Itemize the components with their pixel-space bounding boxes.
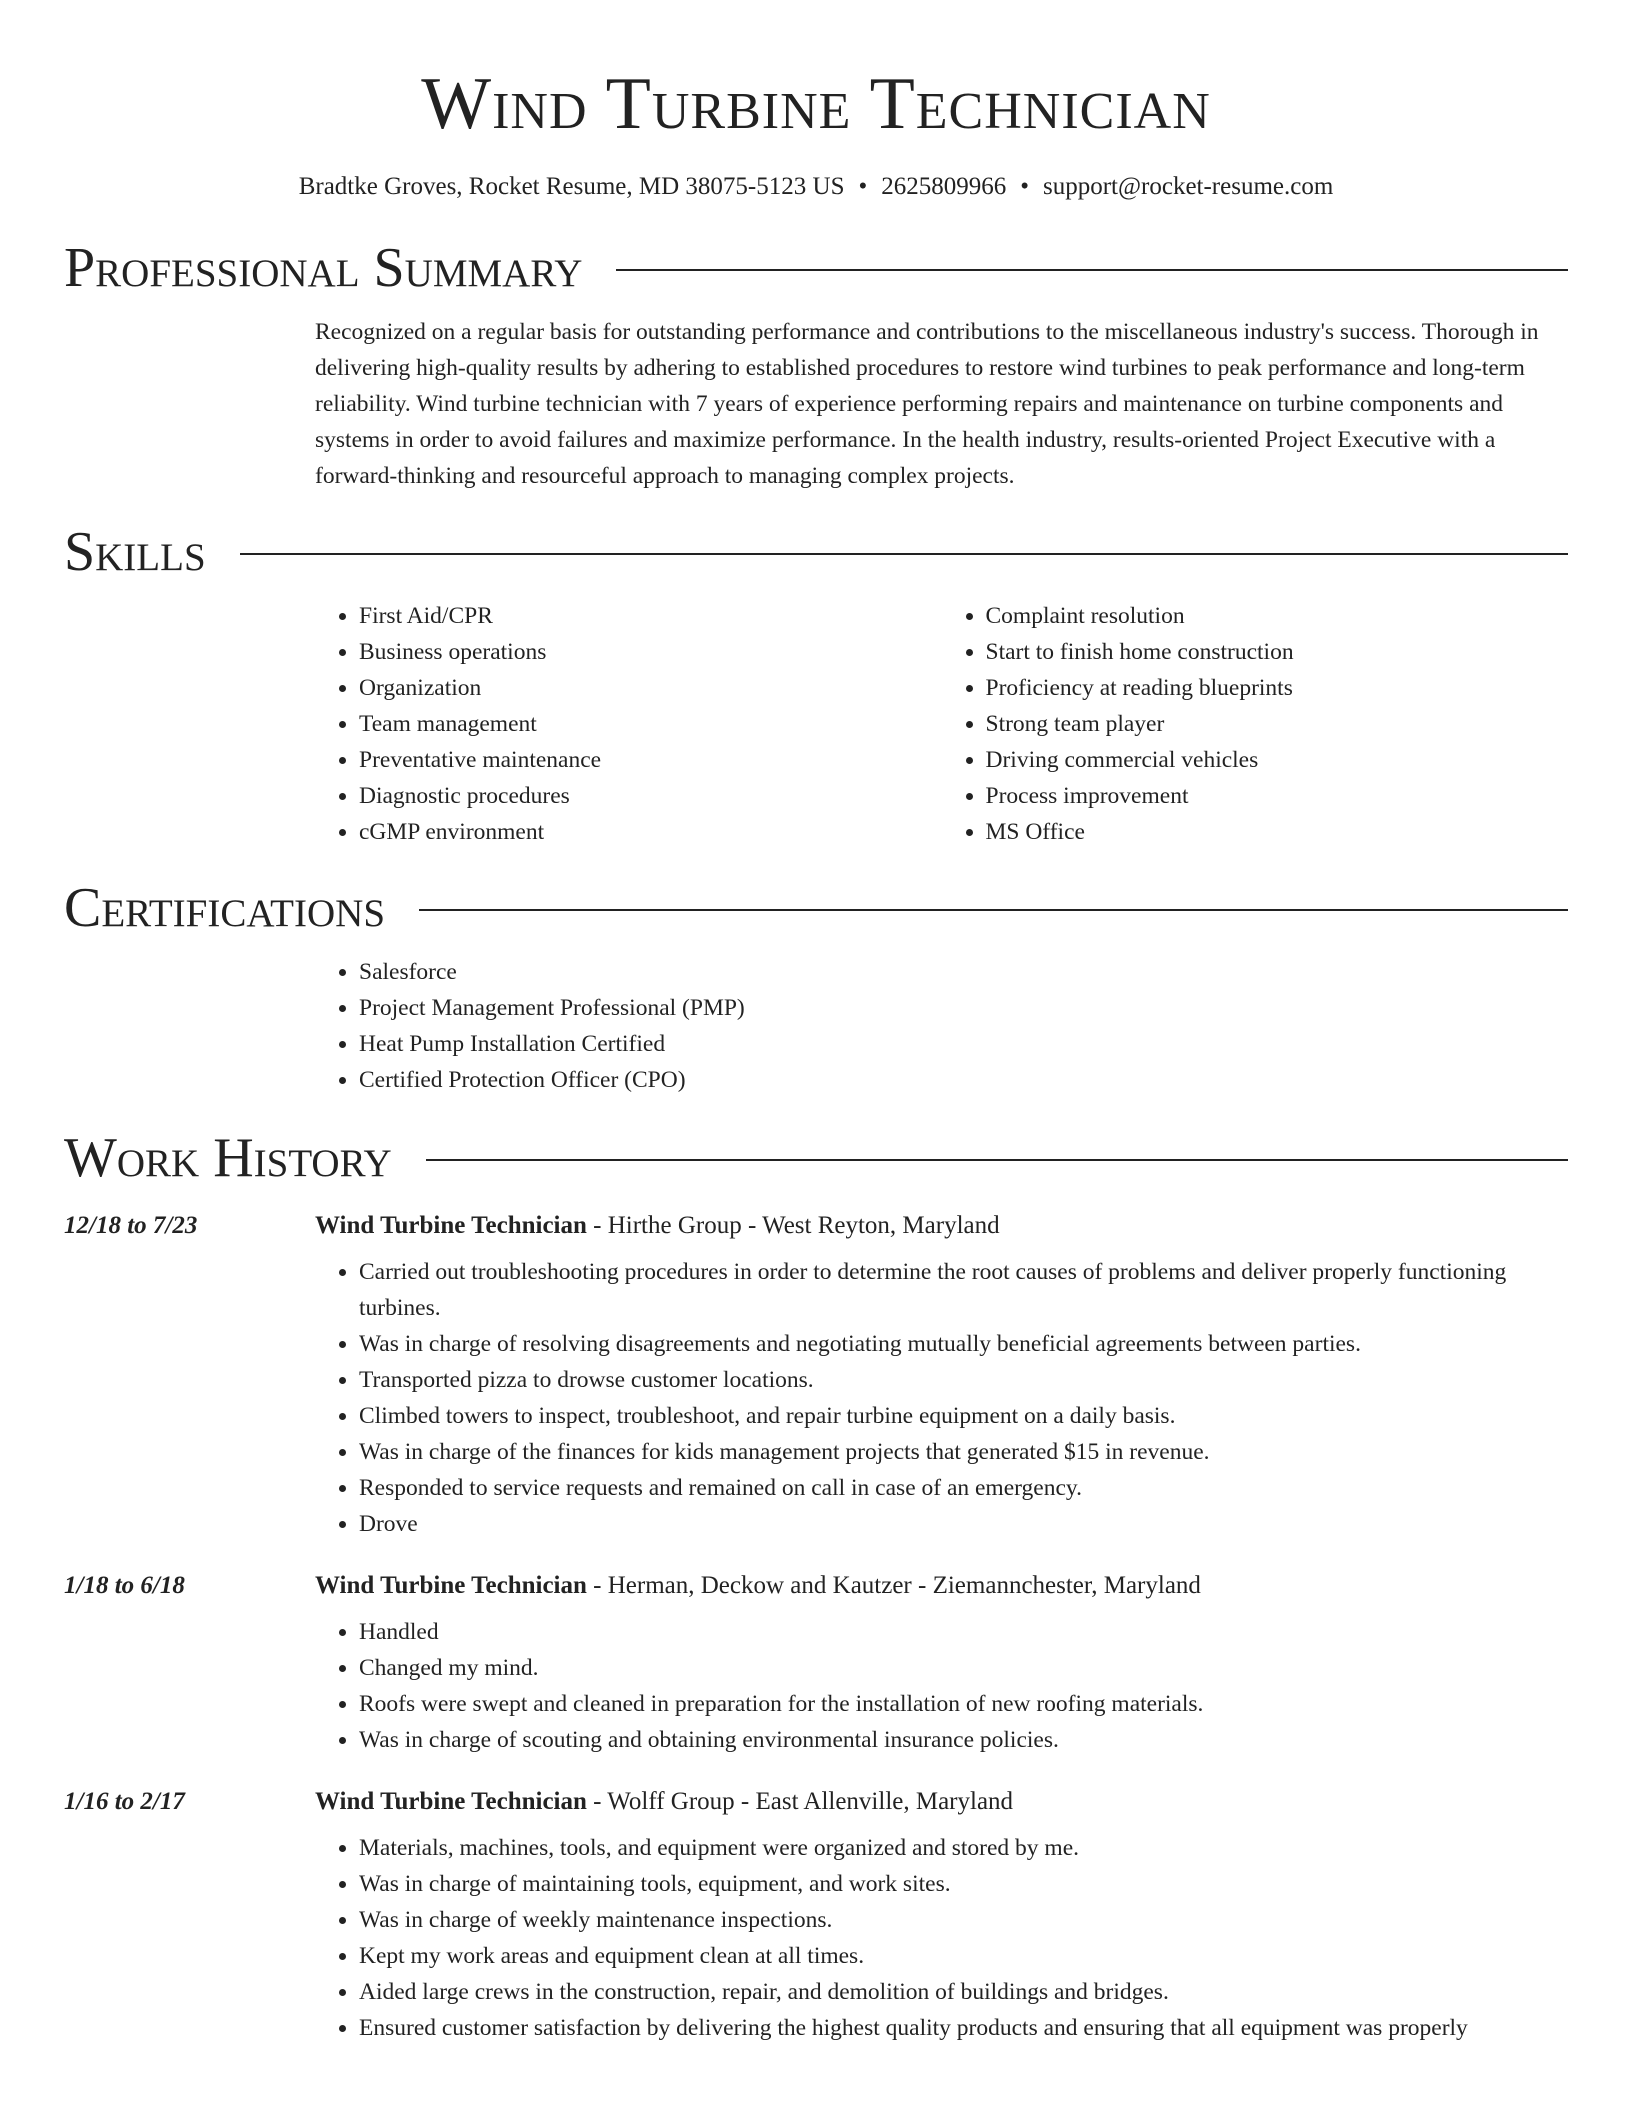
job-title: Wind Turbine Technician [315,1788,587,1815]
skills-section-header [64,520,1568,584]
work-history-section-header [64,1126,1568,1190]
job-bullet: • Kept my work areas and equipment clean at all times. [359,1938,1568,1974]
skill-item: • Strong team player [986,706,1569,742]
section-divider [240,553,1568,555]
contact-phone: 2625809966 [881,173,1007,200]
certifications-section-header [64,876,1568,940]
certification-item: • Salesforce [359,954,1568,990]
job-bullet: • Transported pizza to drowse customer locations. [359,1362,1568,1398]
skill-item: • Complaint resolution [986,598,1569,634]
certification-item: • Heat Pump Installation Certified [359,1026,1568,1062]
job-entry [64,1788,1568,2046]
job-header [64,1788,1568,1816]
contact-separator: • [1020,173,1029,200]
job-bullets [315,1614,1568,1758]
job-bullet: • Aided large crews in the construction, repair, and demolition of buildings and bridges. [359,1974,1568,2010]
contact-email: support@rocket-resume.com [1043,173,1334,200]
resume-page [64,0,1568,2046]
job-bullet: • Was in charge of weekly maintenance inspections. [359,1902,1568,1938]
certification-item: • Certified Protection Officer (CPO) [359,1062,1568,1098]
job-bullets [315,1830,1568,2046]
summary-text: Recognized on a regular basis for outstanding performance and contributions to the miscellaneous industry's success. Thorough in delivering high-quality results by adhering to established procedures to restore wind turbines to peak performance and long-term reliability. Wind turbine technician with 7 years of experience performing repairs and maintenance on turbine components and systems in order to avoid failures and maximize performance. In the health industry, results-oriented Project Executive with a forward-thinking and resourceful approach to managing complex projects. [315,319,1539,489]
job-bullet: • Materials, machines, tools, and equipment were organized and stored by me. [359,1830,1568,1866]
skill-item: • Team management [359,706,942,742]
job-header [64,1212,1568,1240]
job-bullet: • Changed my mind. [359,1650,1568,1686]
job-bullets [315,1254,1568,1542]
job-employer: - Wolff Group - East Allenville, Maryland [586,1788,1014,1815]
job-bullet: • Carried out troubleshooting procedures in order to determine the root causes of problems and deliver properly functioning turbines. [359,1254,1568,1326]
job-bullet: • Handled [359,1614,1568,1650]
job-employer: - Hirthe Group - West Reyton, Maryland [586,1212,1000,1239]
summary-heading: Professional Summary [64,237,583,299]
section-divider [616,269,1568,271]
job-bullet: • Was in charge of scouting and obtaining environmental insurance policies. [359,1722,1568,1758]
work-history-heading: Work History [64,1127,392,1189]
contact-separator: • [858,173,868,200]
skill-item: • Proficiency at reading blueprints [986,670,1569,706]
job-bullet: • Was in charge of maintaining tools, equipment, and work sites. [359,1866,1568,1902]
job-bullet: • Roofs were swept and cleaned in preparation for the installation of new roofing materials. [359,1686,1568,1722]
skill-item: • First Aid/CPR [359,598,942,634]
skill-item: • Process improvement [986,778,1569,814]
job-entry [64,1212,1568,1542]
job-employer: - Herman, Deckow and Kautzer - Ziemannchester, Maryland [586,1572,1201,1599]
skill-item: • Preventative maintenance [359,742,942,778]
job-dates: 12/18 to 7/23 [64,1212,198,1239]
job-dates: 1/18 to 6/18 [64,1572,185,1599]
job-heading [315,1572,1201,1600]
skill-item: • cGMP environment [359,814,942,850]
job-heading [315,1212,1000,1240]
skill-item: • Organization [359,670,942,706]
skills-grid [315,598,1568,850]
skills-right-list [942,598,1569,850]
skill-item: • MS Office [986,814,1569,850]
job-heading [315,1788,1013,1816]
section-divider [419,909,1568,911]
resume-title: Wind Turbine Technician [421,63,1211,145]
job-entry [64,1572,1568,1758]
skills-left-list [315,598,942,850]
job-bullet: • Was in charge of the finances for kids management projects that generated $15 in revenue. [359,1434,1568,1470]
skill-item: • Driving commercial vehicles [986,742,1569,778]
summary-section-header [64,236,1568,300]
skill-item: • Business operations [359,634,942,670]
job-bullet: • Responded to service requests and remained on call in case of an emergency. [359,1470,1568,1506]
contact-line [64,170,1568,204]
contact-address: Bradtke Groves, Rocket Resume, MD 38075-5123 US [298,173,845,200]
job-dates: 1/16 to 2/17 [64,1788,185,1815]
skill-item: • Diagnostic procedures [359,778,942,814]
job-bullet: • Climbed towers to inspect, troubleshoot, and repair turbine equipment on a daily basis. [359,1398,1568,1434]
job-title: Wind Turbine Technician [315,1212,587,1239]
job-bullet: • Ensured customer satisfaction by delivering the highest quality products and ensuring that all equipment was properly [359,2010,1568,2046]
job-bullet: • Was in charge of resolving disagreements and negotiating mutually beneficial agreements between parties. [359,1326,1568,1362]
skills-heading: Skills [64,521,206,583]
certifications-list [315,954,1568,1098]
section-divider [426,1159,1568,1161]
job-header [64,1572,1568,1600]
job-bullet: • Drove [359,1506,1568,1542]
certification-item: • Project Management Professional (PMP) [359,990,1568,1026]
certifications-heading: Certifications [64,877,386,939]
job-title: Wind Turbine Technician [315,1572,587,1599]
skill-item: • Start to finish home construction [986,634,1569,670]
